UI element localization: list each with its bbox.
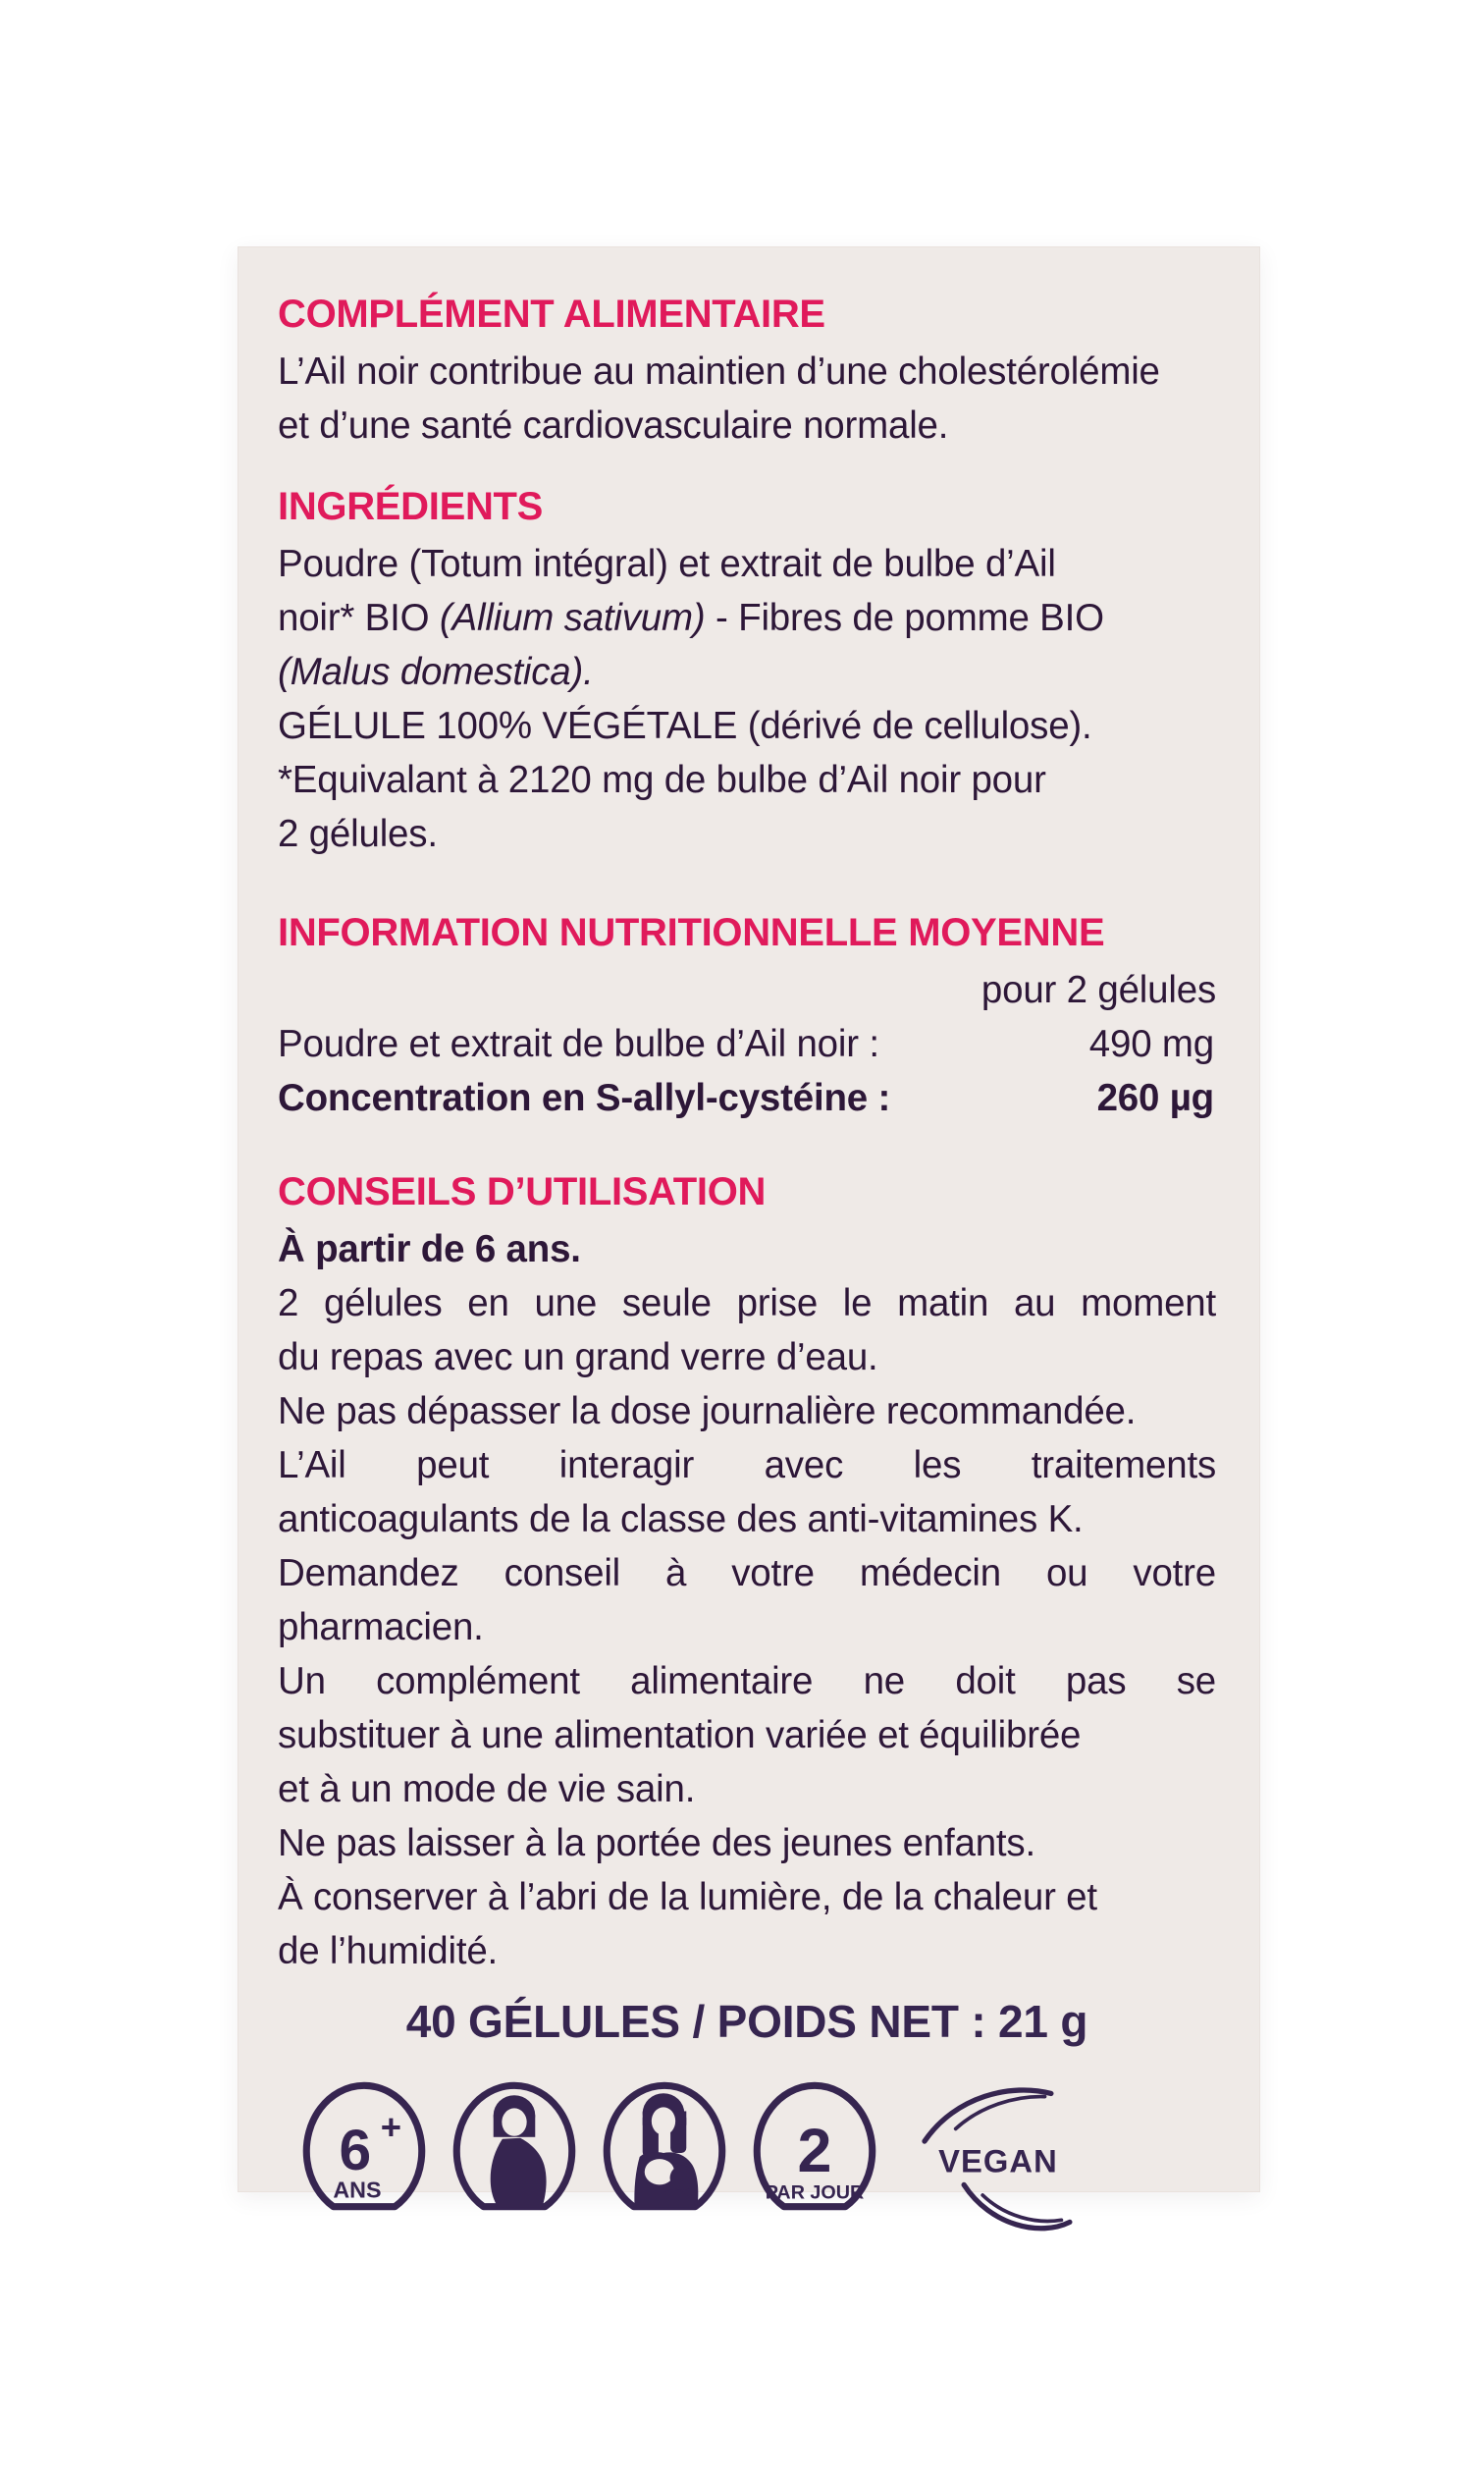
- usage-line: Ne pas laisser à la portée des jeunes enfants.: [278, 1822, 1035, 1864]
- nutrition-row-label: Poudre et extrait de bulbe d’Ail noir :: [278, 1023, 879, 1065]
- ingredients-line: Poudre (Totum intégral) et extrait de bulbe d’Ail: [278, 543, 1056, 585]
- nutrition-row: [278, 1071, 1216, 1125]
- supplement-label: [238, 247, 1259, 2204]
- usage-line: de l’humidité.: [278, 1930, 499, 1972]
- usage-line: pharmacien.: [278, 1606, 484, 1648]
- per-serving-label: pour 2 gélules: [980, 969, 1216, 1011]
- usage-line: et à un mode de vie sain.: [278, 1768, 696, 1810]
- quantity-net-weight: 40 GÉLULES / POIDS NET : 21 g: [405, 1996, 1088, 2047]
- section-complement: [278, 291, 1216, 453]
- usage-line: À conserver à l’abri de la lumière, de la chaleur et: [278, 1876, 1097, 1918]
- usage-line: 2 gélules en une seule prise le matin au moment: [278, 1282, 1216, 1324]
- pregnancy-warning-icon: [450, 2075, 579, 2232]
- ingredients-text: - Fibres de pomme BIO: [705, 597, 1104, 639]
- complement-text-line: et d’une santé cardiovasculaire normale.: [278, 404, 949, 447]
- latin-name-allium-sativum: (Allium sativum): [439, 597, 706, 639]
- section-title-usage: CONSEILS D’UTILISATION: [278, 1170, 767, 1213]
- nutrition-row: [278, 1017, 1216, 1071]
- section-title-ingredients: INGRÉDIENTS: [278, 485, 544, 528]
- usage-line: anticoagulants de la classe des anti-vitamines K.: [278, 1498, 1084, 1540]
- nutrition-row-value: 260 µg: [1096, 1077, 1214, 1119]
- usage-line: Demandez conseil à votre médecin ou votre: [278, 1552, 1216, 1594]
- usage-line: du repas avec un grand verre d’eau.: [278, 1336, 878, 1378]
- equivalence-line: *Equivalant à 2120 mg de bulbe d’Ail noir pour: [278, 759, 1046, 801]
- age-big-text: 6: [339, 2119, 372, 2183]
- breastfeeding-warning-icon: [600, 2075, 729, 2232]
- dosage-2-per-day-icon: [750, 2075, 879, 2232]
- usage-line: Un complément alimentaire ne doit pas se: [278, 1660, 1216, 1702]
- section-ingredients: [278, 483, 1216, 861]
- dose-big-text: 2: [797, 2117, 832, 2186]
- latin-name-malus-domestica: (Malus domestica).: [278, 651, 594, 693]
- vegan-text: VEGAN: [938, 2142, 1058, 2179]
- ingredients-line: [278, 591, 1216, 645]
- age-6-plus-icon: [299, 2075, 429, 2232]
- capsule-info-line: GÉLULE 100% VÉGÉTALE (dérivé de cellulose).: [278, 705, 1092, 747]
- section-nutrition: [278, 909, 1216, 1125]
- nutrition-row-value: 490 mg: [1088, 1023, 1214, 1065]
- usage-line: substituer à une alimentation variée et équilibrée: [278, 1714, 1082, 1756]
- vegan-icon: [900, 2085, 1096, 2232]
- section-title-complement: COMPLÉMENT ALIMENTAIRE: [278, 293, 825, 336]
- nutrition-row-label: Concentration en S-allyl-cystéine :: [278, 1077, 891, 1119]
- section-title-nutrition: INFORMATION NUTRITIONNELLE MOYENNE: [278, 911, 1105, 954]
- ingredients-text: noir* BIO: [278, 597, 440, 639]
- usage-line: Ne pas dépasser la dose journalière recommandée.: [278, 1390, 1137, 1432]
- complement-text-line: L’Ail noir contribue au maintien d’une cholestérolémie: [278, 350, 1160, 393]
- usage-age-line: À partir de 6 ans.: [278, 1228, 581, 1270]
- age-small-text: ANS: [333, 2177, 382, 2203]
- equivalence-line: 2 gélules.: [278, 813, 438, 855]
- age-plus-text: +: [380, 2106, 401, 2147]
- usage-line: L’Ail peut interagir avec les traitements: [278, 1444, 1216, 1486]
- pictogram-row: [299, 2075, 1216, 2232]
- section-usage: [278, 1168, 1216, 1978]
- dose-small-text: PAR JOUR: [765, 2181, 865, 2204]
